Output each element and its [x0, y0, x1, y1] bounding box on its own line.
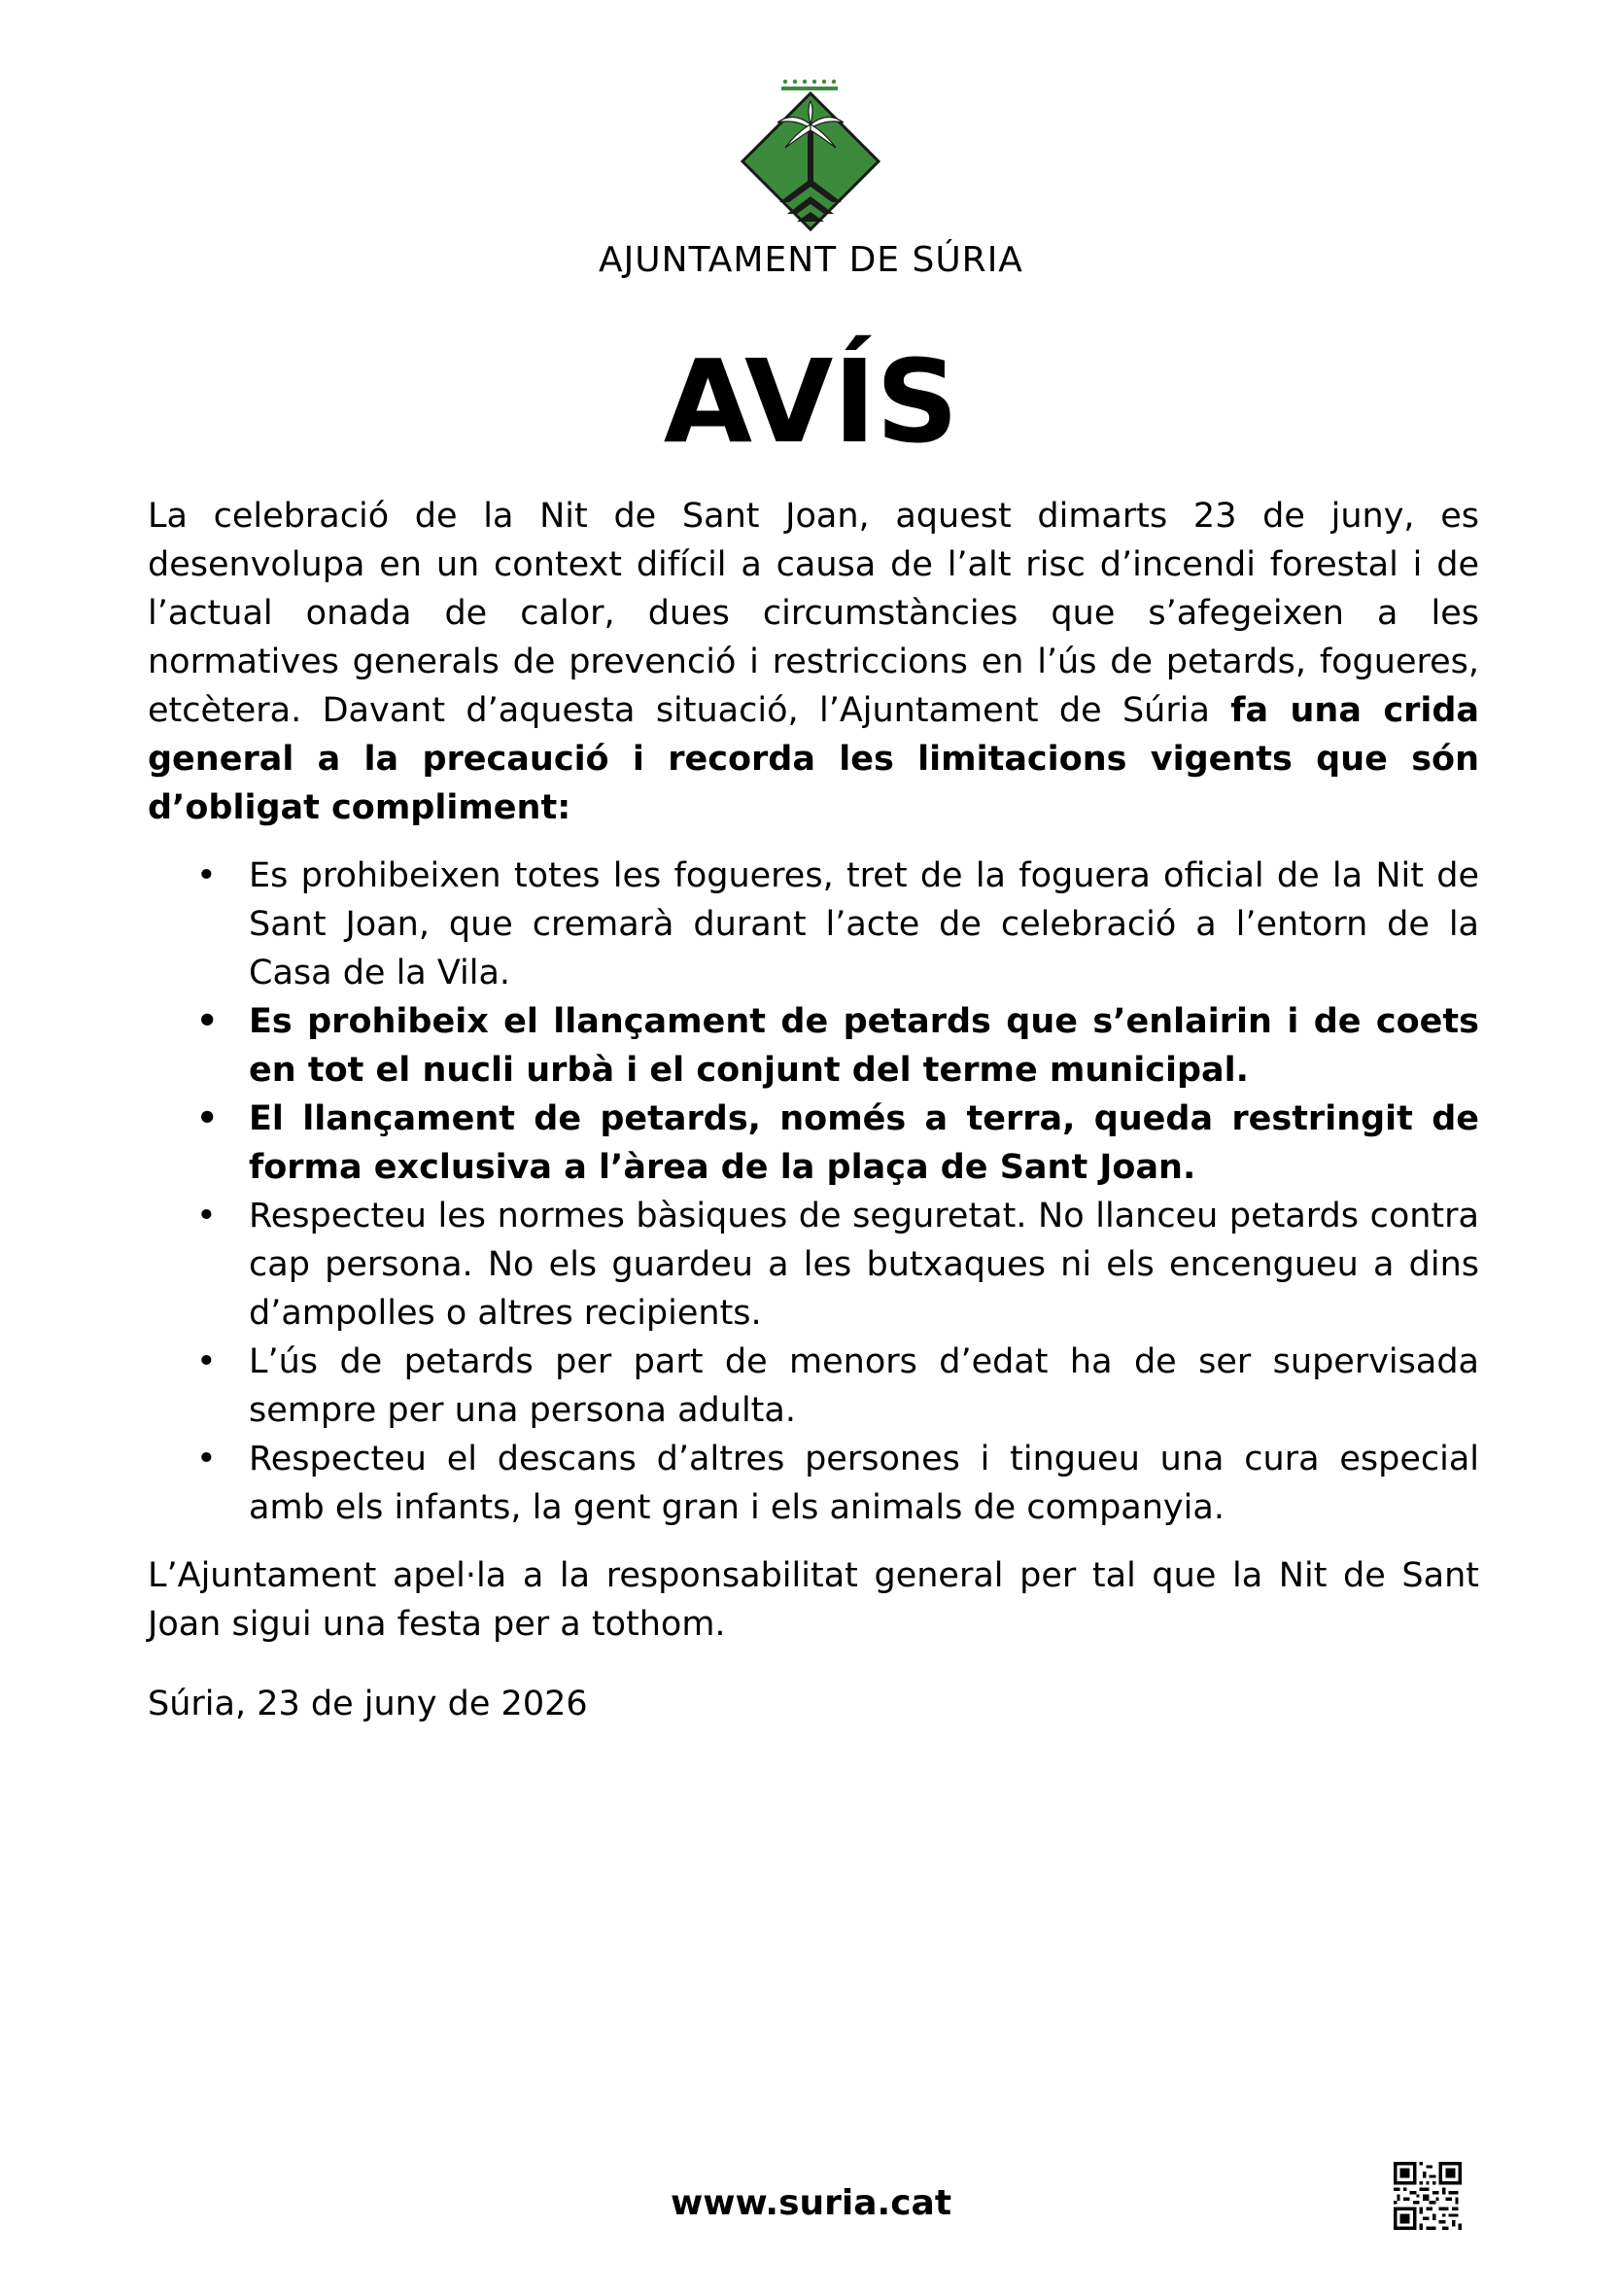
list-item: • Respecteu les normes bàsiques de seguretat. No llanceu petards contra cap persona. No els guardeu a les butxaques ni els encengueu a dins d’ampolles o altres recipients. [249, 1192, 1479, 1338]
notice-body [148, 492, 1479, 1728]
list-item: • L’ús de petards per part de menors d’edat ha de ser supervisada sempre per una persona adulta. [249, 1338, 1479, 1435]
website-url: www.suria.cat [670, 2183, 952, 2223]
closing-paragraph: L’Ajuntament apel·la a la responsabilitat general per tal que la Nit de Sant Joan sigui una festa per a tothom. [148, 1556, 1479, 1644]
date-line: Súria, 23 de juny de 2026 [148, 1685, 588, 1723]
intro-bold-text: fa una crida general a la precaució i recorda les limitacions vigents que són d’obligat compliment: [148, 691, 1479, 827]
qr-code-icon [1394, 2162, 1462, 2230]
list-item: • Es prohibeix el llançament de petards que s’enlairin i de coets en tot el nucli urbà i el conjunt del terme municipal. [249, 997, 1479, 1095]
list-item: • Respecteu el descans d’altres persones i tingueu una cura especial amb els infants, la gent gran i els animals de companyia. [249, 1435, 1479, 1532]
coat-of-arms-logo [737, 76, 884, 231]
intro-text: La celebració de la Nit de Sant Joan, aquest dimarts 23 de juny, es desenvolupa en un context difícil a causa de l’alt risc d’incendi forestal i de l’actual onada de calor, dues circumstàncies que s’afegeixen a les normatives generals de prevenció i restriccions en l’ús de petards, fogueres, etcètera. Davant d’aquesta situació, l’Ajuntament de Súria [148, 497, 1479, 730]
list-item: • Es prohibeixen totes les fogueres, tret de la foguera oficial de la Nit de Sant Joan, que cremarà durant l’acte de celebració a l’entorn de la Casa de la Vila. [249, 852, 1479, 997]
organization-name: AJUNTAMENT DE SÚRIA [599, 240, 1023, 280]
list-item: • El llançament de petards, només a terra, queda restringit de forma exclusiva a l’àrea de la plaça de Sant Joan. [249, 1095, 1479, 1192]
intro-paragraph [148, 492, 1479, 832]
notice-title: AVÍS [663, 334, 959, 469]
rules-list [148, 852, 1479, 1532]
